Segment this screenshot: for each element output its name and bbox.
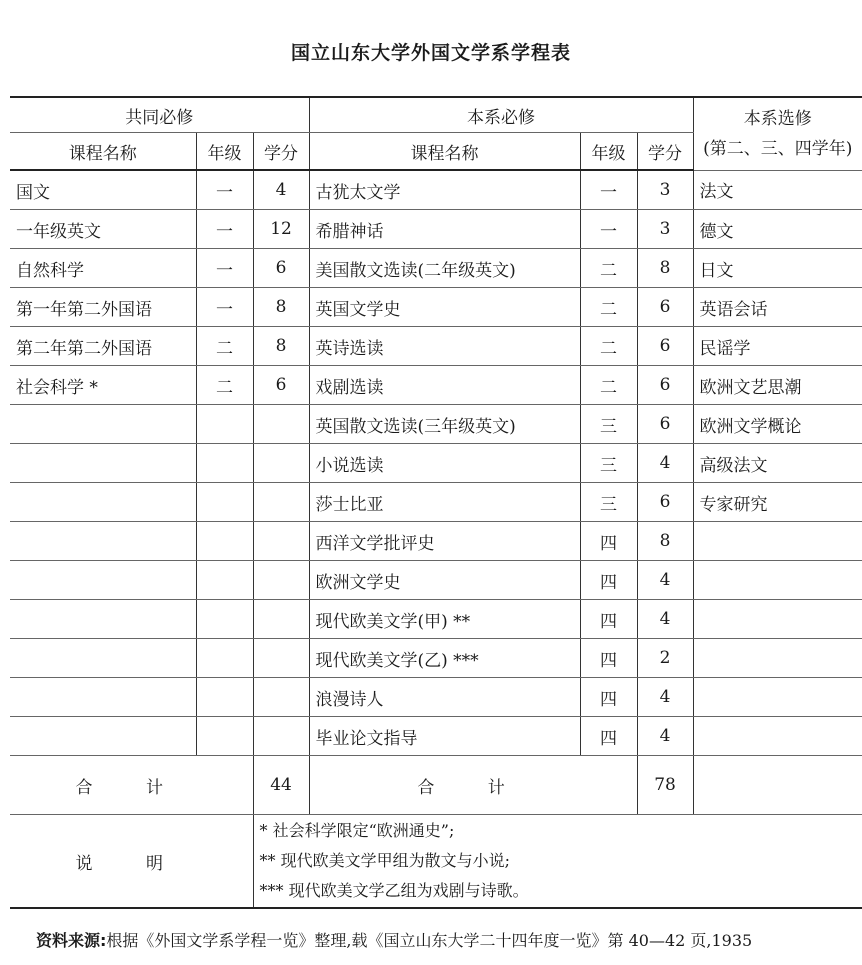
dept-course-grade: 二 bbox=[580, 366, 637, 405]
header-credits: 学分 bbox=[253, 133, 309, 171]
elective-course: 法文 bbox=[693, 170, 862, 210]
elective-empty-cell bbox=[693, 639, 862, 678]
dept-total-label: 合 计 bbox=[309, 756, 637, 815]
dept-course-name: 现代欧美文学(乙) *** bbox=[309, 639, 580, 678]
common-course-credits: 6 bbox=[253, 366, 309, 405]
common-empty-cell bbox=[10, 600, 196, 639]
header-elective-line1: 本系选修 bbox=[743, 108, 812, 129]
common-empty-cell bbox=[196, 639, 253, 678]
dept-course-credits: 4 bbox=[637, 600, 693, 639]
common-total-credits: 44 bbox=[253, 756, 309, 815]
dept-course-credits: 6 bbox=[637, 483, 693, 522]
elective-course: 高级法文 bbox=[693, 444, 862, 483]
table-row bbox=[10, 561, 862, 600]
note-item: * 社会科学限定“欧洲通史”; bbox=[259, 821, 455, 840]
dept-course-name: 古犹太文学 bbox=[309, 170, 580, 210]
header-elective bbox=[693, 97, 862, 170]
header-elective-line2: (第二、三、四学年) bbox=[703, 138, 853, 159]
elective-empty-cell bbox=[693, 717, 862, 756]
source-note bbox=[36, 928, 752, 951]
dept-total-credits: 78 bbox=[637, 756, 693, 815]
dept-course-grade: 四 bbox=[580, 717, 637, 756]
common-empty-cell bbox=[196, 561, 253, 600]
elective-course: 英语会话 bbox=[693, 288, 862, 327]
dept-course-grade: 一 bbox=[580, 170, 637, 210]
dept-course-name: 英诗选读 bbox=[309, 327, 580, 366]
source-text: 根据《外国文学系学程一览》整理,载《国立山东大学二十四年度一览》第 40—42 页,1935 bbox=[106, 931, 753, 950]
common-empty-cell bbox=[253, 561, 309, 600]
table-row bbox=[10, 483, 862, 522]
totals-row bbox=[10, 756, 862, 815]
common-course-name: 第二年第二外国语 bbox=[10, 327, 196, 366]
table-row bbox=[10, 444, 862, 483]
common-empty-cell bbox=[10, 561, 196, 600]
common-empty-cell bbox=[253, 522, 309, 561]
common-empty-cell bbox=[196, 405, 253, 444]
dept-course-credits: 8 bbox=[637, 522, 693, 561]
dept-course-grade: 四 bbox=[580, 561, 637, 600]
common-course-grade: 二 bbox=[196, 366, 253, 405]
notes-label: 说 明 bbox=[10, 815, 253, 909]
common-empty-cell bbox=[253, 639, 309, 678]
table-row bbox=[10, 600, 862, 639]
dept-course-grade: 四 bbox=[580, 678, 637, 717]
dept-course-credits: 4 bbox=[637, 561, 693, 600]
common-empty-cell bbox=[196, 717, 253, 756]
common-course-credits: 8 bbox=[253, 327, 309, 366]
header-credits: 学分 bbox=[637, 133, 693, 171]
common-course-grade: 二 bbox=[196, 327, 253, 366]
table-row bbox=[10, 249, 862, 288]
common-empty-cell bbox=[253, 444, 309, 483]
notes-content bbox=[253, 815, 862, 909]
elective-course: 欧洲文艺思潮 bbox=[693, 366, 862, 405]
common-total-label: 合 计 bbox=[10, 756, 253, 815]
table-row bbox=[10, 366, 862, 405]
dept-course-credits: 6 bbox=[637, 405, 693, 444]
table-row bbox=[10, 678, 862, 717]
elective-empty-cell bbox=[693, 600, 862, 639]
common-empty-cell bbox=[253, 405, 309, 444]
common-empty-cell bbox=[253, 717, 309, 756]
elective-course: 专家研究 bbox=[693, 483, 862, 522]
dept-course-credits: 3 bbox=[637, 170, 693, 210]
common-course-credits: 6 bbox=[253, 249, 309, 288]
elective-course: 德文 bbox=[693, 210, 862, 249]
common-empty-cell bbox=[10, 678, 196, 717]
table-row bbox=[10, 405, 862, 444]
dept-course-grade: 二 bbox=[580, 249, 637, 288]
common-empty-cell bbox=[10, 405, 196, 444]
common-empty-cell bbox=[10, 483, 196, 522]
common-empty-cell bbox=[196, 600, 253, 639]
common-empty-cell bbox=[196, 522, 253, 561]
common-empty-cell bbox=[253, 678, 309, 717]
dept-course-credits: 6 bbox=[637, 366, 693, 405]
dept-course-grade: 二 bbox=[580, 288, 637, 327]
header-grade: 年级 bbox=[196, 133, 253, 171]
common-course-name: 一年级英文 bbox=[10, 210, 196, 249]
dept-course-name: 莎士比亚 bbox=[309, 483, 580, 522]
elective-empty-cell bbox=[693, 561, 862, 600]
common-course-name: 社会科学 * bbox=[10, 366, 196, 405]
dept-course-grade: 三 bbox=[580, 405, 637, 444]
table-row bbox=[10, 170, 862, 210]
table-row bbox=[10, 210, 862, 249]
dept-course-credits: 6 bbox=[637, 288, 693, 327]
dept-course-grade: 四 bbox=[580, 600, 637, 639]
common-empty-cell bbox=[196, 444, 253, 483]
common-empty-cell bbox=[10, 717, 196, 756]
header-course-name: 课程名称 bbox=[309, 133, 580, 171]
elective-empty-cell bbox=[693, 522, 862, 561]
common-empty-cell bbox=[196, 678, 253, 717]
dept-course-name: 希腊神话 bbox=[309, 210, 580, 249]
header-common: 共同必修 bbox=[10, 97, 309, 133]
elective-empty-cell bbox=[693, 678, 862, 717]
common-course-credits: 12 bbox=[253, 210, 309, 249]
common-empty-cell bbox=[253, 483, 309, 522]
table-row bbox=[10, 717, 862, 756]
dept-course-grade: 三 bbox=[580, 444, 637, 483]
dept-course-name: 戏剧选读 bbox=[309, 366, 580, 405]
elective-course: 民谣学 bbox=[693, 327, 862, 366]
dept-course-credits: 6 bbox=[637, 327, 693, 366]
elective-course: 欧洲文学概论 bbox=[693, 405, 862, 444]
table-row bbox=[10, 288, 862, 327]
common-course-grade: 一 bbox=[196, 249, 253, 288]
common-empty-cell bbox=[253, 600, 309, 639]
dept-course-grade: 四 bbox=[580, 522, 637, 561]
elective-course: 日文 bbox=[693, 249, 862, 288]
common-course-grade: 一 bbox=[196, 288, 253, 327]
dept-course-name: 毕业论文指导 bbox=[309, 717, 580, 756]
dept-course-name: 现代欧美文学(甲) ** bbox=[309, 600, 580, 639]
common-empty-cell bbox=[10, 522, 196, 561]
dept-course-name: 小说选读 bbox=[309, 444, 580, 483]
page-title: 国立山东大学外国文学系学程表 bbox=[290, 42, 571, 64]
dept-course-name: 西洋文学批评史 bbox=[309, 522, 580, 561]
common-course-name: 第一年第二外国语 bbox=[10, 288, 196, 327]
note-item: *** 现代欧美文学乙组为戏剧与诗歌。 bbox=[259, 881, 529, 900]
header-dept-required: 本系必修 bbox=[309, 97, 693, 133]
curriculum-table bbox=[10, 96, 862, 909]
header-row-groups bbox=[10, 97, 862, 133]
common-course-credits: 8 bbox=[253, 288, 309, 327]
dept-course-grade: 一 bbox=[580, 210, 637, 249]
common-course-name: 国文 bbox=[10, 170, 196, 210]
dept-course-name: 浪漫诗人 bbox=[309, 678, 580, 717]
header-course-name: 课程名称 bbox=[10, 133, 196, 171]
dept-course-credits: 4 bbox=[637, 678, 693, 717]
common-course-grade: 一 bbox=[196, 210, 253, 249]
notes-row bbox=[10, 815, 862, 909]
dept-course-credits: 2 bbox=[637, 639, 693, 678]
common-empty-cell bbox=[10, 639, 196, 678]
common-course-name: 自然科学 bbox=[10, 249, 196, 288]
common-course-credits: 4 bbox=[253, 170, 309, 210]
dept-course-credits: 8 bbox=[637, 249, 693, 288]
common-empty-cell bbox=[10, 444, 196, 483]
dept-course-grade: 二 bbox=[580, 327, 637, 366]
dept-course-name: 美国散文选读(二年级英文) bbox=[309, 249, 580, 288]
source-label: 资料来源: bbox=[36, 931, 107, 950]
common-empty-cell bbox=[196, 483, 253, 522]
dept-course-credits: 3 bbox=[637, 210, 693, 249]
dept-course-name: 英国文学史 bbox=[309, 288, 580, 327]
table-row bbox=[10, 327, 862, 366]
dept-course-credits: 4 bbox=[637, 717, 693, 756]
note-item: ** 现代欧美文学甲组为散文与小说; bbox=[259, 851, 510, 870]
table-row bbox=[10, 639, 862, 678]
table-row bbox=[10, 522, 862, 561]
dept-course-grade: 三 bbox=[580, 483, 637, 522]
dept-course-grade: 四 bbox=[580, 639, 637, 678]
dept-course-credits: 4 bbox=[637, 444, 693, 483]
elective-total-empty bbox=[693, 756, 862, 815]
dept-course-name: 英国散文选读(三年级英文) bbox=[309, 405, 580, 444]
header-grade: 年级 bbox=[580, 133, 637, 171]
common-course-grade: 一 bbox=[196, 170, 253, 210]
dept-course-name: 欧洲文学史 bbox=[309, 561, 580, 600]
